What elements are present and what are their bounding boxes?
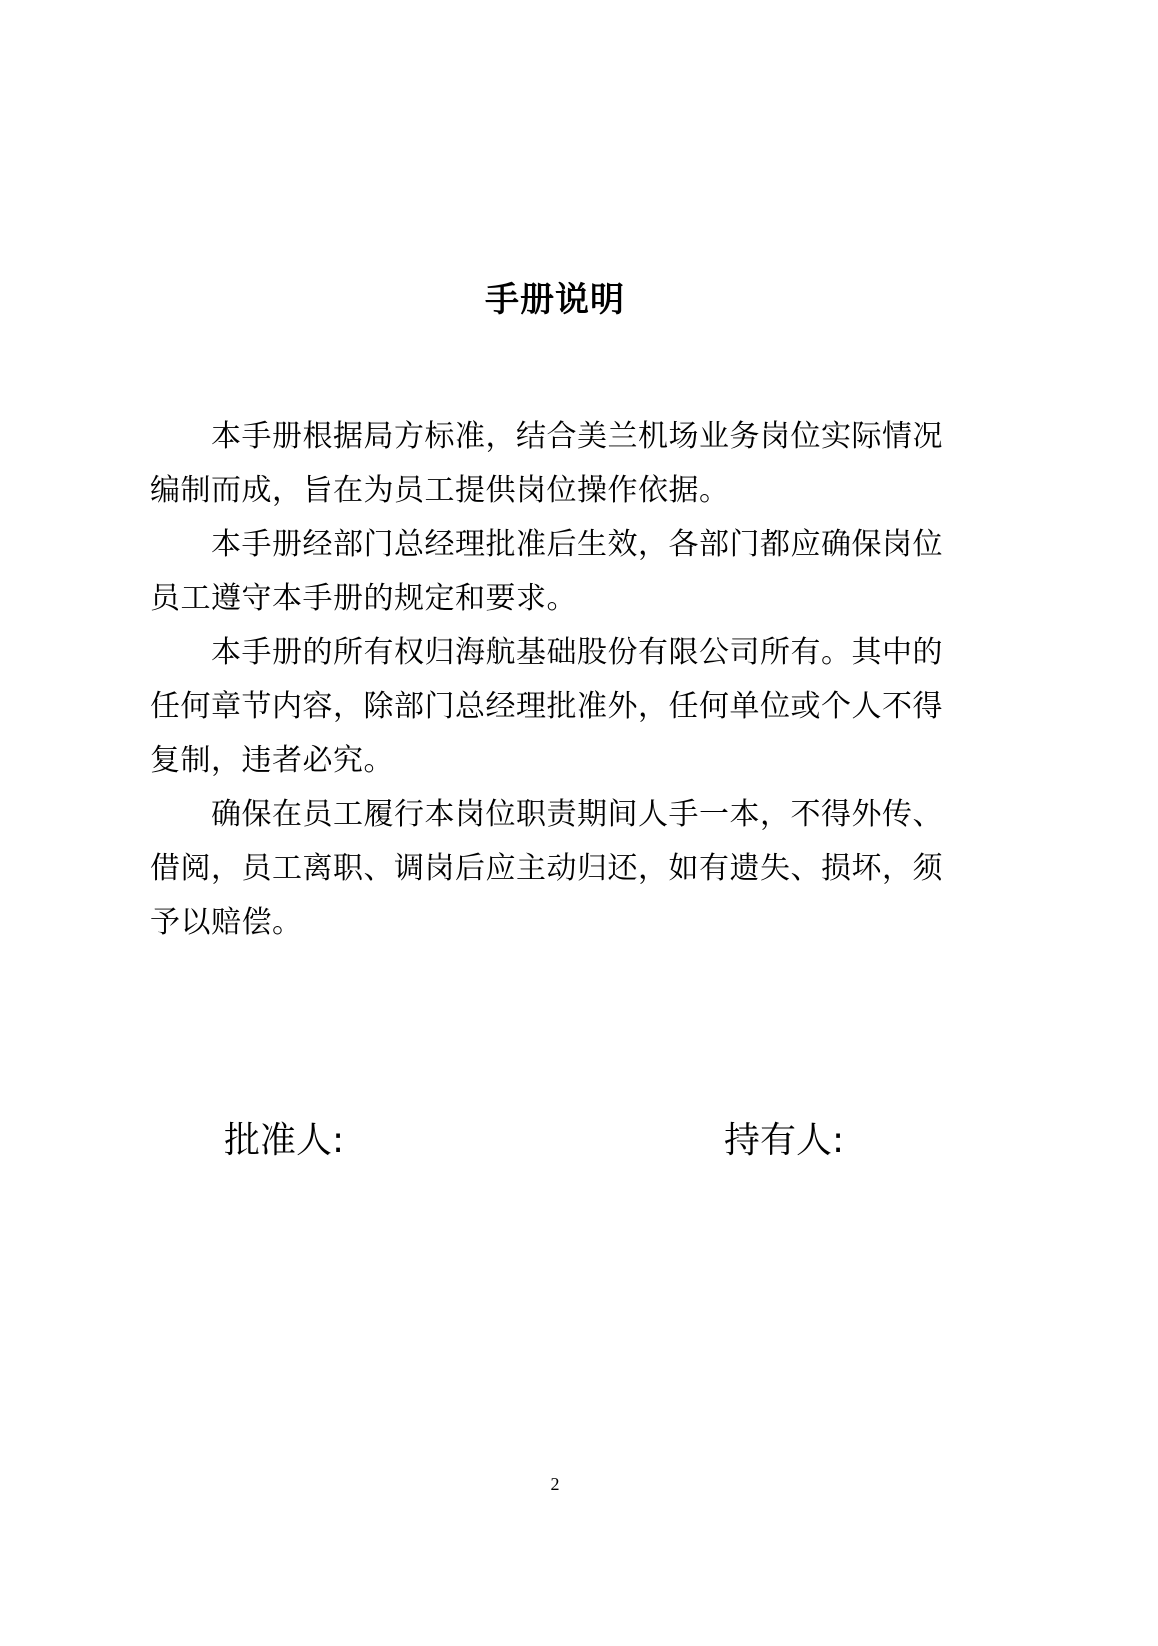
holder-signature-label: 持有人: (724, 1120, 845, 1161)
text-line: 予以赔偿。 (150, 905, 303, 940)
document-body (150, 410, 980, 950)
text-line: 任何章节内容，除部门总经理批准外，任何单位或个人不得 (150, 689, 943, 724)
paragraph-2 (150, 518, 980, 626)
paragraph-1 (150, 410, 980, 518)
text-line: 确保在员工履行本岗位职责期间人手一本，不得外传、 (211, 797, 943, 832)
paragraph-4 (150, 788, 980, 950)
text-line: 本手册经部门总经理批准后生效，各部门都应确保岗位 (211, 527, 943, 562)
text-line: 复制，违者必究。 (150, 743, 394, 778)
text-line: 借阅，员工离职、调岗后应主动归还，如有遗失、损坏，须 (150, 851, 943, 886)
text-line: 本手册的所有权归海航基础股份有限公司所有。其中的 (211, 635, 943, 670)
page-number: 2 (550, 1474, 560, 1494)
approver-signature-label: 批准人: (224, 1120, 345, 1161)
page-title: 手册说明 (485, 280, 625, 320)
text-line: 编制而成，旨在为员工提供岗位操作依据。 (150, 473, 730, 508)
text-line: 员工遵守本手册的规定和要求。 (150, 581, 577, 616)
paragraph-3 (150, 626, 980, 788)
text-line: 本手册根据局方标准，结合美兰机场业务岗位实际情况 (211, 419, 943, 454)
